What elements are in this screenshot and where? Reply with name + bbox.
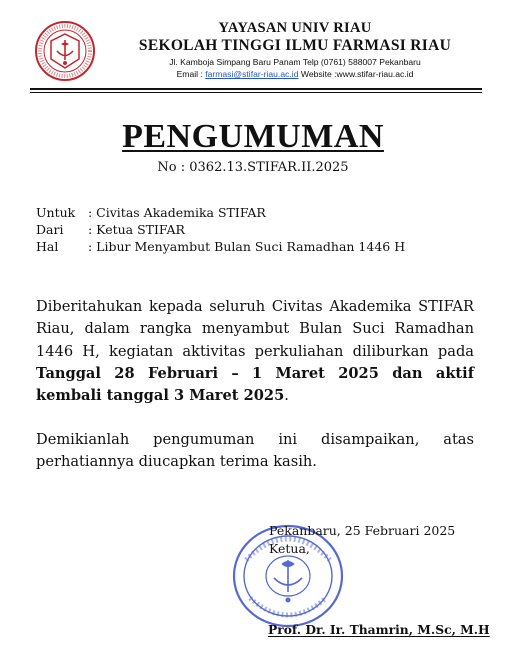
foundation-name: YAYASAN UNIV RIAU	[218, 20, 372, 36]
meta-value: : Civitas Akademika STIFAR	[88, 205, 266, 220]
meta-value: : Libur Menyambut Bulan Suci Ramadhan 1446 H	[88, 239, 406, 254]
meta-value: : Ketua STIFAR	[88, 222, 185, 237]
meta-label: Hal	[36, 239, 59, 254]
institution-name: SEKOLAH TINGGI ILMU FARMASI RIAU	[138, 37, 452, 54]
institution-contact	[96, 69, 494, 79]
letterhead-divider-thin	[30, 92, 482, 93]
meta-label: Dari	[36, 222, 64, 237]
announcement-number: No : 0362.13.STIFAR.II.2025	[157, 160, 349, 175]
meta-row-recipient	[36, 204, 476, 221]
body-paragraph-1	[36, 296, 474, 407]
body-paragraph-2: Demikianlah pengumuman ini disampaikan, atas perhatiannya diucapkan terima kasih.	[36, 431, 474, 471]
institution-logo-icon	[34, 20, 96, 82]
signature-place-date: Pekanbaru, 25 Februari 2025	[269, 523, 456, 538]
announcement-title	[0, 118, 506, 156]
letterhead-divider-thick	[30, 88, 482, 90]
holiday-dates-text: Tanggal 28 Februari – 1 Maret 2025 dan aktif kembali tanggal 3 Maret 2025	[36, 364, 474, 405]
meta-row-subject	[36, 238, 476, 255]
email-label: Email :	[176, 69, 203, 79]
announcement-meta	[36, 204, 476, 255]
institution-address: Jl. Kamboja Simpang Baru Panam Telp (0761) 588007 Pekanbaru	[169, 57, 421, 67]
body-paragraph-1-text: Diberitahukan kepada seluruh Civitas Akademika STIFAR Riau, dalam rangka menyambut Bulan Suci Ramadhan 1446 H, kegiatan aktivitas perkuliahan diliburkan pada	[36, 298, 474, 360]
meta-row-sender	[36, 221, 476, 238]
meta-label: Untuk	[36, 205, 76, 220]
email-link[interactable]: farmasi@stifar-riau.ac.id	[205, 69, 299, 79]
signatory-name: Prof. Dr. Ir. Thamrin, M.Sc, M.H	[268, 622, 490, 637]
website-text: www.stifar-riau.ac.id	[336, 69, 414, 79]
body-paragraph-1-end: .	[284, 387, 289, 405]
announcement-title-text: PENGUMUMAN	[122, 118, 384, 155]
signature-role: Ketua,	[269, 541, 310, 556]
website-label: Website :	[300, 69, 337, 79]
